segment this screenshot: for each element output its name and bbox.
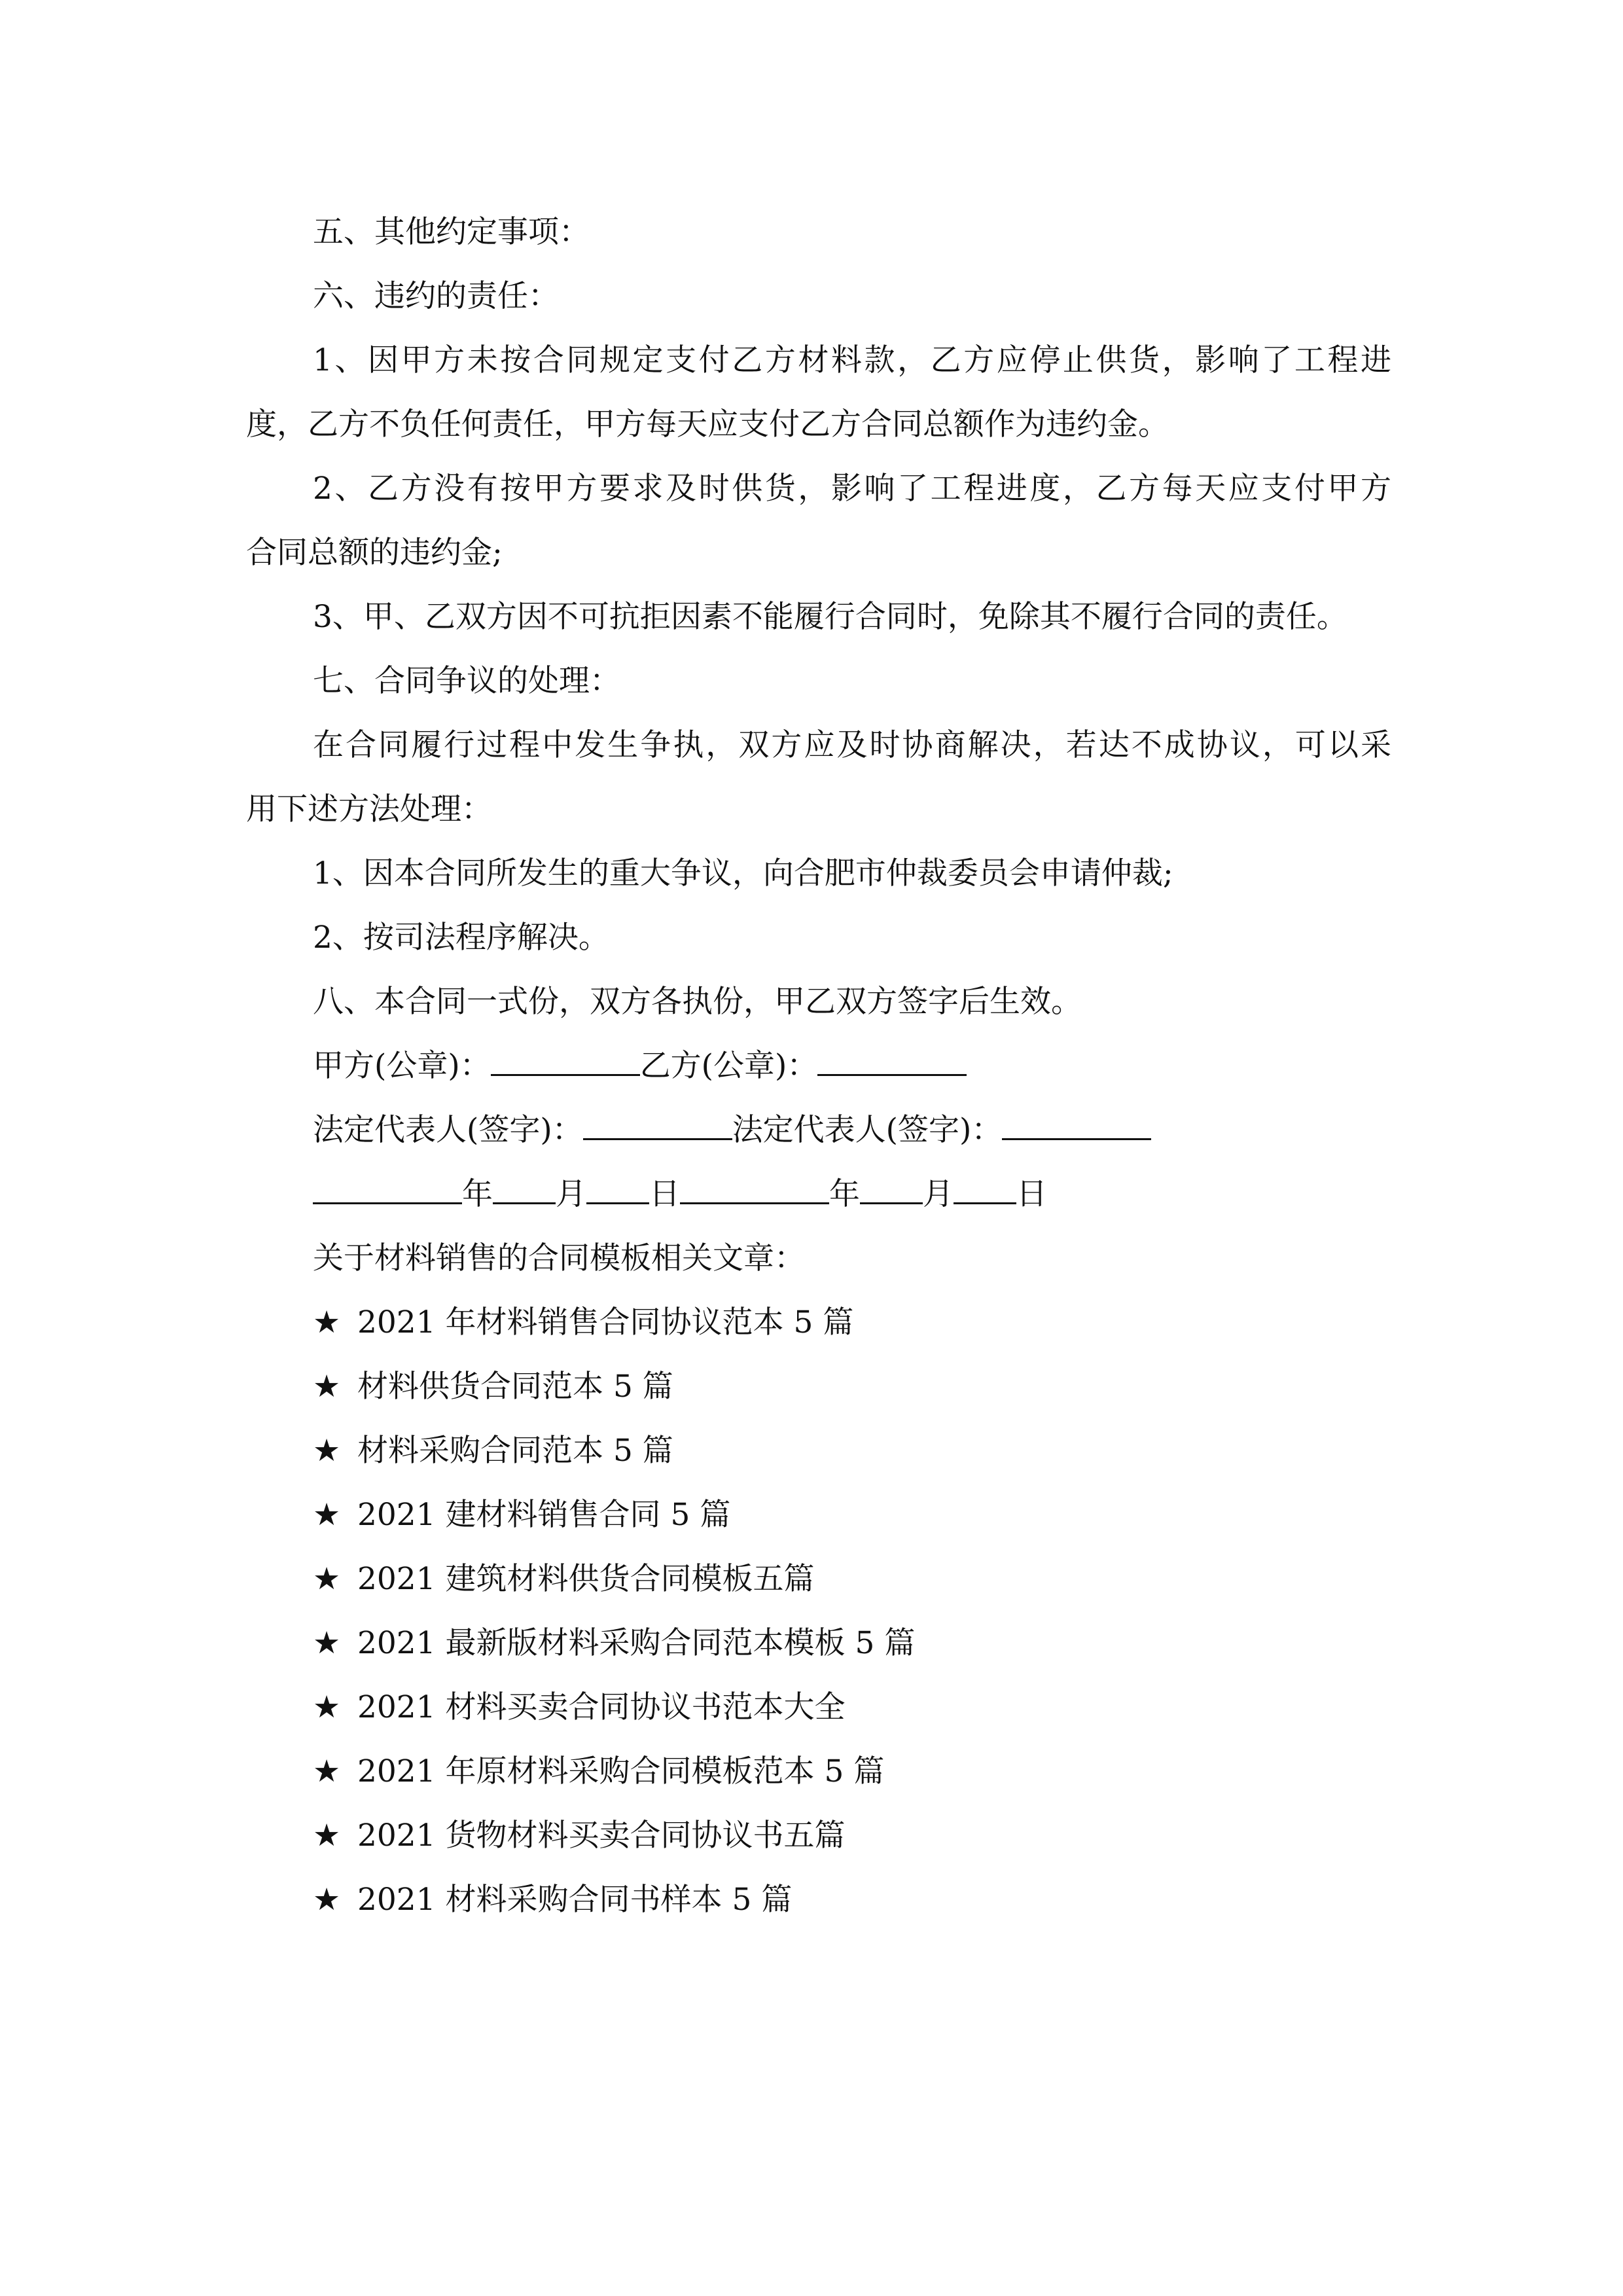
related-article-title: 2021 货物材料买卖合同协议书五篇 — [357, 1818, 846, 1854]
party-a-day-blank[interactable] — [586, 1179, 649, 1204]
related-article-link[interactable] — [246, 1804, 1391, 1868]
month-label-b: 月 — [923, 1176, 954, 1212]
party-a-seal-label: 甲方(公章)： — [313, 1048, 491, 1084]
party-b-day-blank[interactable] — [954, 1179, 1016, 1204]
star-icon: ★ — [313, 1818, 341, 1854]
related-article-link[interactable] — [246, 1868, 1391, 1932]
section-6-item-3: 3、甲、乙双方因不可抗拒因素不能履行合同时，免除其不履行合同的责任。 — [313, 599, 1347, 635]
day-label-a: 日 — [649, 1176, 680, 1212]
related-article-link[interactable] — [246, 1547, 1391, 1611]
party-b-seal-label: 乙方(公章)： — [639, 1048, 818, 1084]
signature-seal-line — [246, 1034, 1391, 1098]
star-icon: ★ — [313, 1561, 341, 1597]
party-b-year-blank[interactable] — [680, 1179, 829, 1204]
month-label-a: 月 — [556, 1176, 586, 1212]
section-6-item-1-line-1: 1、因甲方未按合同规定支付乙方材料款，乙方应停止供货，影响了工程进 — [313, 342, 1391, 378]
related-article-link[interactable] — [246, 1291, 1391, 1355]
related-article-link[interactable] — [246, 1676, 1391, 1740]
related-article-title: 2021 年材料销售合同协议范本 5 篇 — [357, 1304, 854, 1340]
star-icon: ★ — [313, 1689, 341, 1725]
related-article-title: 材料采购合同范本 5 篇 — [357, 1433, 673, 1469]
section-7-paragraph-line-2: 用下述方法处理： — [246, 791, 492, 827]
representative-signature-line — [246, 1098, 1391, 1162]
related-article-link[interactable] — [246, 1611, 1391, 1676]
related-article-link[interactable] — [246, 1483, 1391, 1547]
day-label-b: 日 — [1016, 1176, 1047, 1212]
star-icon: ★ — [313, 1753, 341, 1789]
star-icon: ★ — [313, 1497, 341, 1533]
party-b-seal-blank[interactable] — [817, 1050, 967, 1076]
related-article-link[interactable] — [246, 1740, 1391, 1804]
related-article-title: 2021 最新版材料采购合同范本模板 5 篇 — [357, 1625, 916, 1661]
star-icon: ★ — [313, 1304, 341, 1340]
party-a-rep-blank[interactable] — [583, 1115, 732, 1140]
document-page — [246, 200, 1391, 1932]
related-article-link[interactable] — [246, 1355, 1391, 1419]
section-8-heading: 八、本合同一式份，双方各执份，甲乙双方签字后生效。 — [313, 984, 1082, 1020]
related-article-title: 2021 建筑材料供货合同模板五篇 — [357, 1561, 815, 1597]
section-6-heading: 六、违约的责任： — [313, 278, 559, 314]
section-7-item-2: 2、按司法程序解决。 — [313, 920, 609, 956]
related-articles-heading: 关于材料销售的合同模板相关文章： — [313, 1240, 805, 1276]
related-article-title: 材料供货合同范本 5 篇 — [357, 1369, 673, 1405]
section-7-item-1: 1、因本合同所发生的重大争议，向合肥市仲裁委员会申请仲裁; — [313, 855, 1173, 891]
year-label-a: 年 — [462, 1176, 493, 1212]
section-7-paragraph-line-1: 在合同履行过程中发生争执，双方应及时协商解决，若达不成协议，可以采 — [313, 727, 1391, 763]
party-b-rep-blank[interactable] — [1002, 1115, 1151, 1140]
party-a-rep-label: 法定代表人(签字)： — [313, 1112, 583, 1148]
section-6-item-1-line-2: 度，乙方不负任何责任，甲方每天应支付乙方合同总额作为违约金。 — [246, 406, 1169, 442]
section-5-heading: 五、其他约定事项： — [313, 214, 590, 250]
star-icon: ★ — [313, 1433, 341, 1469]
related-article-title: 2021 材料买卖合同协议书范本大全 — [357, 1689, 846, 1725]
party-b-rep-label: 法定代表人(签字)： — [732, 1112, 1003, 1148]
star-icon: ★ — [313, 1625, 341, 1661]
related-article-link[interactable] — [246, 1419, 1391, 1483]
section-6-item-2-line-1: 2、乙方没有按甲方要求及时供货，影响了工程进度，乙方每天应支付甲方 — [313, 471, 1391, 507]
section-7-heading: 七、合同争议的处理： — [313, 663, 620, 699]
related-articles-list — [246, 1291, 1391, 1932]
party-b-month-blank[interactable] — [860, 1179, 923, 1204]
section-6-item-2-line-2: 合同总额的违约金; — [246, 535, 503, 571]
date-line — [246, 1162, 1391, 1227]
party-a-seal-blank[interactable] — [491, 1050, 640, 1076]
star-icon: ★ — [313, 1369, 341, 1405]
related-article-title: 2021 建材料销售合同 5 篇 — [357, 1497, 731, 1533]
related-article-title: 2021 年原材料采购合同模板范本 5 篇 — [357, 1753, 885, 1789]
year-label-b: 年 — [829, 1176, 860, 1212]
star-icon: ★ — [313, 1882, 341, 1918]
related-article-title: 2021 材料采购合同书样本 5 篇 — [357, 1882, 793, 1918]
party-a-year-blank[interactable] — [313, 1179, 462, 1204]
party-a-month-blank[interactable] — [493, 1179, 556, 1204]
